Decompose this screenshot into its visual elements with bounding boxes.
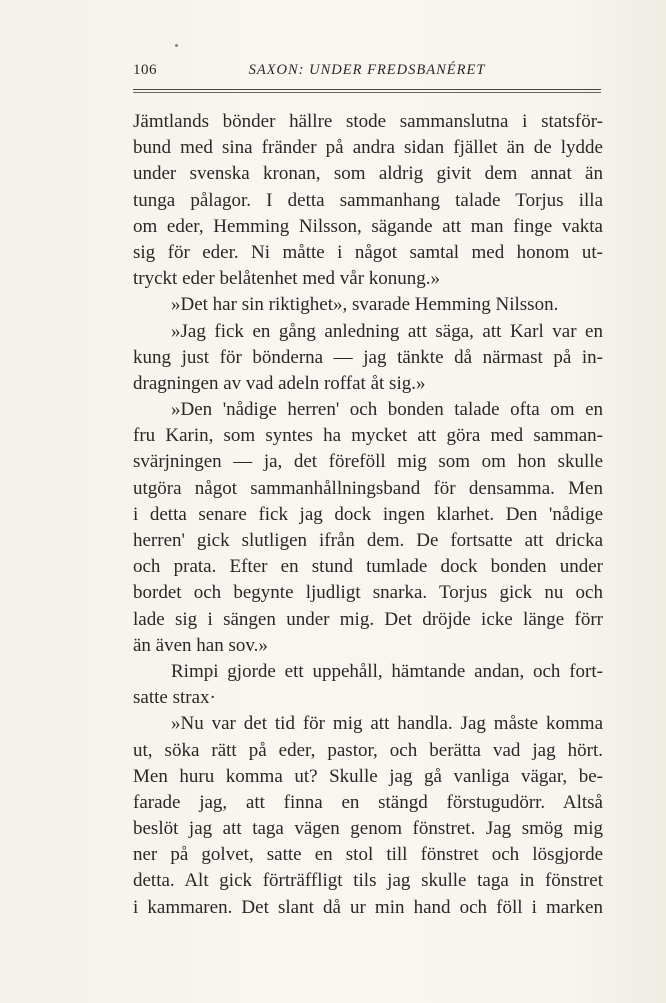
text-line: »Det har sin riktighet», svarade Hemming Nilsson.: [171, 294, 559, 316]
text-line: svärjningen — ja, det föreföll mig som om hon skulle: [133, 451, 603, 473]
text-line: än även han sov.»: [133, 634, 268, 656]
text-line: utgöra något sammanhållningsband för densamma. Men: [133, 477, 603, 499]
text-line: fru Karin, som syntes ha mycket att göra med samman-: [133, 425, 603, 447]
text-line: Jämtlands bönder hällre stode sammanslutna i statsför-: [133, 111, 603, 132]
text-line: under svenska kronan, som aldrig givit dem annat än: [133, 163, 603, 185]
text-line: ner på golvet, satte en stol till fönstret och lösgjorde: [133, 844, 603, 866]
text-line: dragningen av vad adeln roffat åt sig.»: [133, 372, 426, 394]
header-rule: [133, 89, 601, 90]
text-line: lade sig i sängen under mig. Det dröjde icke länge förr: [133, 608, 603, 630]
text-line: bund med sina fränder på andra sidan fjället än de lydde: [133, 137, 603, 159]
text-line: tunga pålagor. I detta sammanhang talade Torjus illa: [133, 189, 603, 211]
text-line: herren' gick slutligen ifrån dem. De fortsatte att dricka: [133, 530, 603, 551]
text-line: i detta senare fick jag dock ingen klarhet. Den 'nådige: [133, 503, 603, 525]
body-text: [133, 109, 603, 921]
text-line: bordet och begynte ljudligt snarka. Torjus gick nu och: [133, 582, 603, 604]
text-line: och prata. Efter en stund tumlade dock bonden under: [133, 556, 603, 578]
text-line: satte strax·: [133, 687, 216, 709]
text-line: tryckt eder belåtenhet med vår konung.»: [133, 268, 441, 290]
text-line: detta. Alt gick förträffligt tils jag skulle taga in fönstret: [133, 870, 603, 892]
text-line: »Jag fick en gång anledning att säga, att Karl var en: [171, 320, 603, 342]
running-title: SAXON: UNDER FREDSBANÉRET: [248, 62, 486, 78]
text-line: ut, söka rätt på eder, pastor, och berätta vad jag hört.: [133, 739, 603, 761]
text-line: kung just för bönderna — jag tänkte då närmast på in-: [133, 346, 603, 368]
text-line: i kammaren. Det slant då ur min hand och föll i marken: [133, 896, 603, 918]
text-line: beslöt jag att taga vägen genom fönstret. Jag smög mig: [133, 818, 603, 840]
header-rule-secondary: [133, 92, 601, 93]
page-header: [133, 62, 601, 86]
text-line: om eder, Hemming Nilsson, sägande att man finge vakta: [133, 215, 603, 237]
page-number: 106: [133, 62, 157, 78]
text-line: Rimpi gjorde ett uppehåll, hämtande andan, och fort-: [171, 660, 603, 682]
text-line: »Den 'nådige herren' och bonden talade ofta om en: [171, 399, 603, 421]
print-speck: [175, 44, 178, 47]
text-line: farade jag, att finna en stängd förstugudörr. Altså: [133, 791, 603, 813]
text-line: Men huru komma ut? Skulle jag gå vanliga vägar, be-: [133, 765, 603, 787]
text-line: sig för eder. Ni måtte i något samtal med honom ut-: [133, 241, 603, 263]
text-line: »Nu var det tid för mig att handla. Jag måste komma: [171, 713, 603, 735]
